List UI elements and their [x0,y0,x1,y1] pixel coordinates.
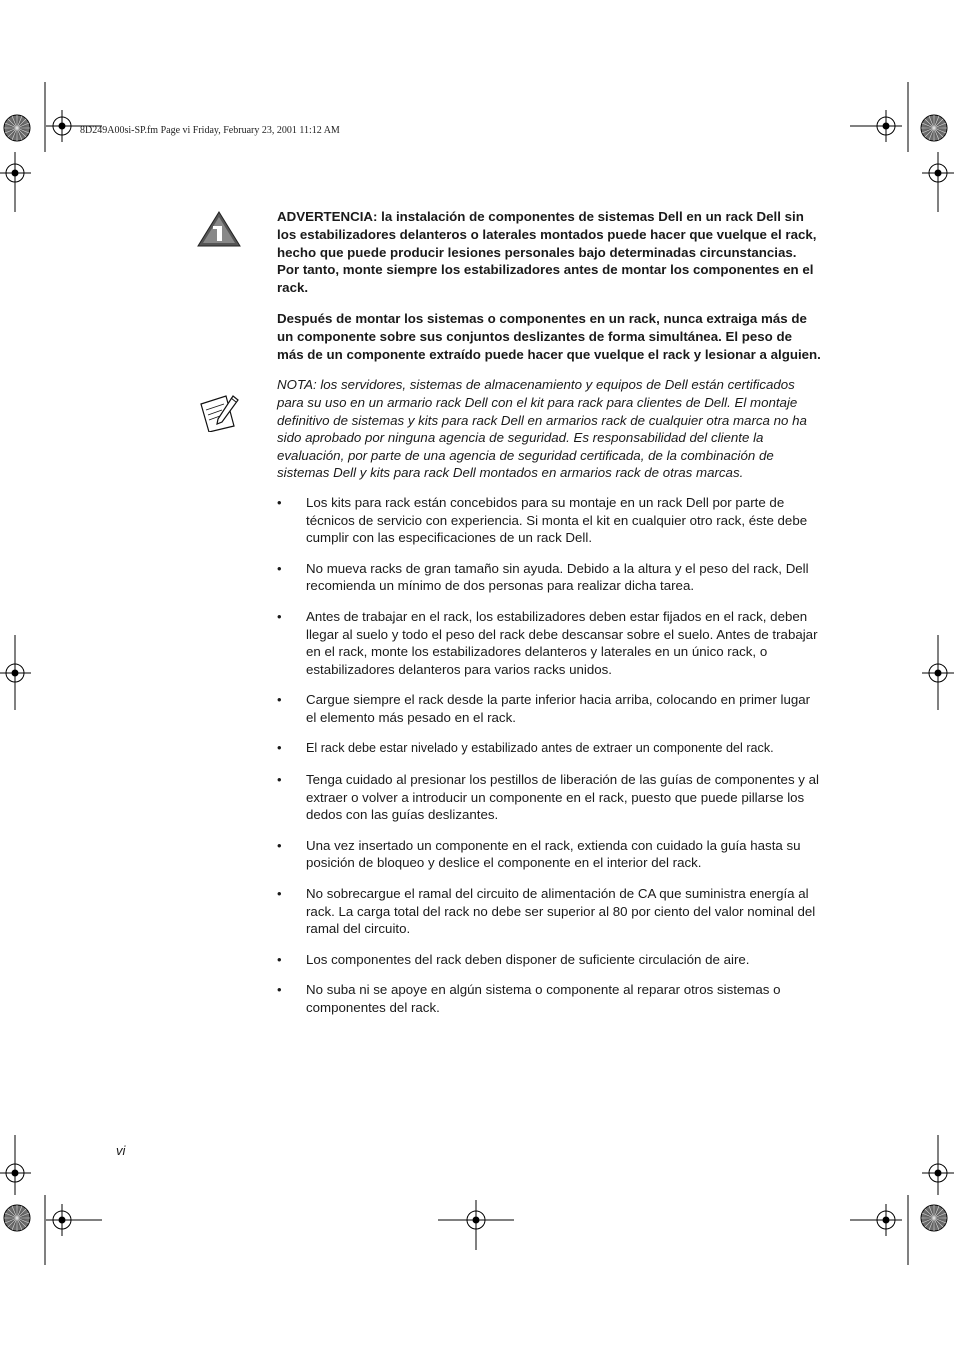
list-item [277,885,822,938]
bullet-glyph: • [277,560,282,576]
file-info-header: 8D249A00si-SP.fm Page vi Friday, February 23, 2001 11:12 AM [80,125,340,136]
warning-triangle-icon [196,210,242,248]
note-pencil-icon [198,392,242,432]
list-item-text: Los componentes del rack deben disponer de suficiente circulación de aire. [306,951,750,967]
list-item-text: No suba ni se apoye en algún sistema o componente al reparar otros sistemas o componentes del rack. [306,982,781,1015]
note-paragraph: NOTA: los servidores, sistemas de almacenamiento y equipos de Dell están certificados para su uso en un armario rack Dell con el kit para rack para clientes de Dell. El montaje definitivo de sistemas y kits para rack Dell en armarios rack de cualquier otra marca no ha sido aprobado por ninguna agencia de seguridad. Es responsabilidad del cliente la evaluación, por parte de una agencia de seguridad certificada, de la combinación de sistemas Dell y kits para rack Dell montados en armarios rack de otras marcas. [277,377,807,481]
list-item-text: Cargue siempre el rack desde la parte inferior hacia arriba, colocando en primer lugar el elemento más pesado en el rack. [306,692,811,725]
warning-block [277,208,822,363]
list-item-text: No mueva racks de gran tamaño sin ayuda. Debido a la altura y el peso del rack, Dell recomienda un mínimo de dos personas para realizar dicha tarea. [306,560,809,594]
list-item [277,560,822,595]
list-item [277,771,822,824]
list-item-text: El rack debe estar nivelado y estabilizado antes de extraer un componente del rack. [306,741,774,756]
list-item-text: Antes de trabajar en el rack, los estabilizadores deben estar fijados en el rack, deben llegar al suelo y todo el peso del rack debe descansar sobre el suelo. Antes de trabajar en el rack, monte los estabilizadores delanteros y laterales en un único rack, o estabilizadores delanteros para varios racks unidos. [306,608,818,677]
list-item [277,837,822,872]
bullet-glyph: • [277,692,282,708]
list-item [277,951,822,969]
bullet-glyph: • [277,772,282,788]
list-item-text: Tenga cuidado al presionar los pestillos de liberación de las guías de componentes y al extraer o volver a introducir un componente en el rack, puesto que puede pillarse los dedos con las guías deslizantes. [306,772,819,823]
list-item-text: No sobrecargue el ramal del circuito de alimentación de CA que suministra energía al rack. La carga total del rack no debe ser superior al 80 por ciento del valor nominal del ramal del circuito. [306,886,816,937]
list-item [277,981,822,1016]
bullet-glyph: • [277,886,282,902]
list-item [277,494,822,547]
list-item [277,691,822,726]
bullet-glyph: • [277,494,282,510]
list-item [277,608,822,678]
warning-paragraph: Después de montar los sistemas o componentes en un rack, nunca extraiga más de un componente sobre sus conjuntos deslizantes de forma simultánea. El peso de más de un componente extraído puede hacer que vuelque el rack y lesionar a alguien. [277,310,821,362]
safety-bullet-list [277,494,822,1017]
warning-paragraph: ADVERTENCIA: la instalación de componentes de sistemas Dell en un rack Dell sin los estabilizadores delanteros o laterales montados puede hacer que vuelque el rack, hecho que puede producir lesiones personales bajo determinadas circunstancias. Por tanto, monte siempre los estabilizadores antes de montar los componentes en el rack. [277,209,817,296]
bullet-glyph: • [277,608,282,624]
bullet-glyph: • [277,982,282,998]
main-content [277,208,822,1030]
bullet-glyph: • [277,740,282,756]
bullet-glyph: • [277,837,282,853]
bullet-glyph: • [277,951,282,967]
list-item-text: Los kits para rack están concebidos para su montaje en un rack Dell por parte de técnicos de servicio con experiencia. Si monta el kit en cualquier otro rack, éste debe cumplir con las especificaciones de un rack Dell. [306,494,808,546]
list-item [277,739,822,758]
page-number: vi [116,1143,126,1158]
list-item-text: Una vez insertado un componente en el rack, extienda con cuidado la guía hasta su posición de bloqueo y deslice el componente en el interior del rack. [306,837,801,871]
